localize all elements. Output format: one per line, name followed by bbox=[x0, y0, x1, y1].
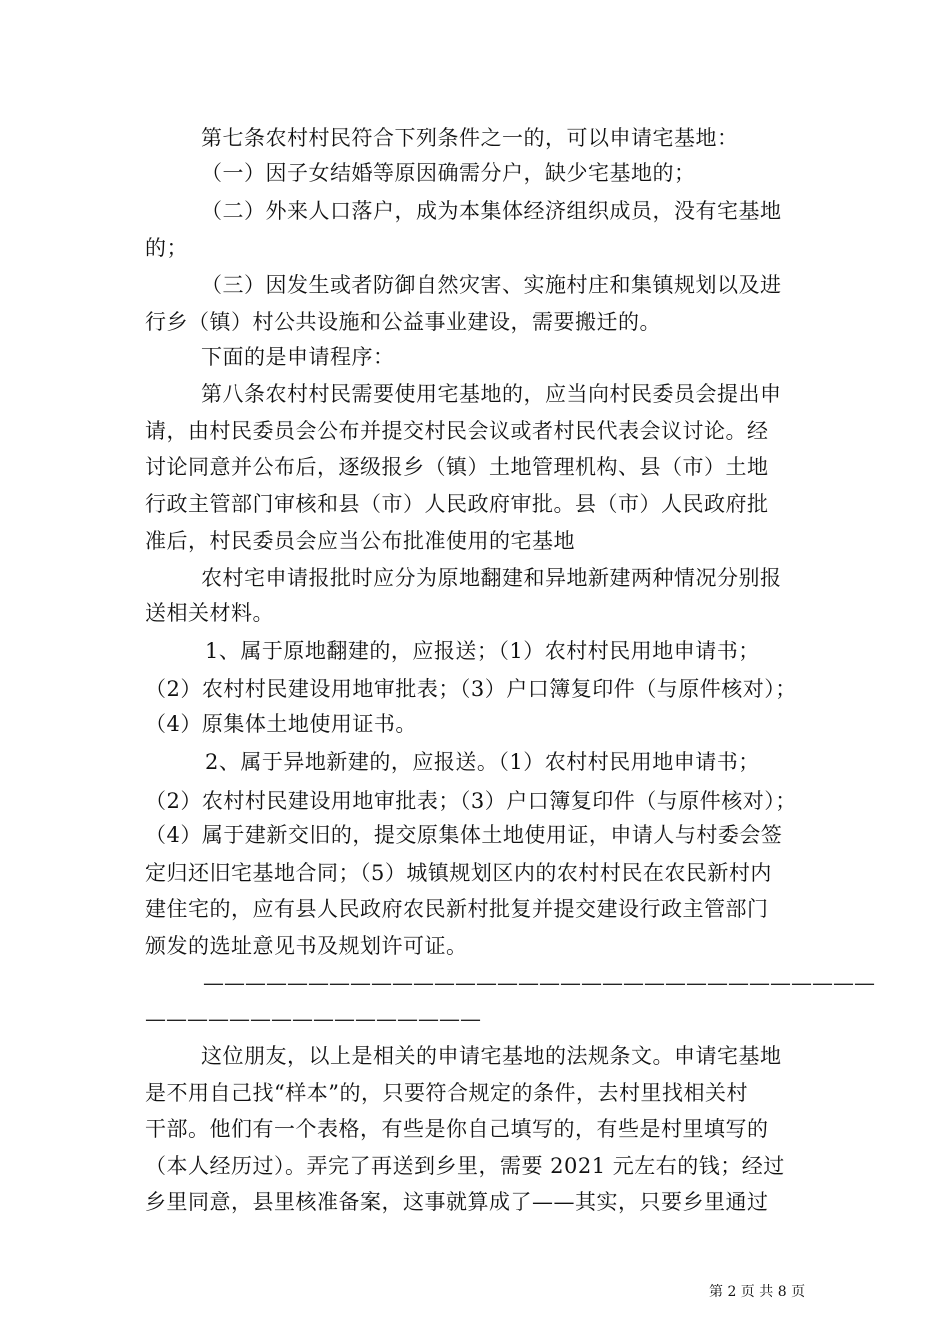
text-line: （4）属于建新交旧的，提交原集体土地使用证，申请人与村委会签 bbox=[145, 823, 783, 847]
text-line: （二）外来人口落户，成为本集体经济组织成员，没有宅基地 bbox=[201, 199, 782, 223]
text-line: 2、属于异地新建的，应报送。（1）农村村民用地申请书； bbox=[205, 750, 760, 774]
text-line: 是不用自己找“样本”的，只要符合规定的条件，去村里找相关村 bbox=[145, 1081, 748, 1105]
text-line: 第七条农村村民符合下列条件之一的，可以申请宅基地： bbox=[201, 126, 739, 150]
separator-line: ———————————————————————————————— bbox=[203, 971, 875, 995]
text-line: 颁发的选址意见书及规划许可证。 bbox=[145, 934, 468, 958]
page-number: 第 2 页 共 8 页 bbox=[709, 1284, 806, 1300]
text-line: 讨论同意并公布后，逐级报乡（镇）土地管理机构、县（市）土地 bbox=[145, 455, 769, 479]
text-line: 建住宅的，应有县人民政府农民新村批复并提交建设行政主管部门 bbox=[145, 897, 769, 921]
text-line: 乡里同意，县里核准备案，这事就算成了——其实，只要乡里通过 bbox=[145, 1190, 769, 1214]
text-line: 1、属于原地翻建的，应报送；（1）农村村民用地申请书； bbox=[205, 639, 760, 663]
text-line: （2）农村村民建设用地审批表；（3）户口簿复印件（与原件核对）； bbox=[145, 789, 797, 813]
text-line: 这位朋友，以上是相关的申请宅基地的法规条文。申请宅基地 bbox=[201, 1044, 782, 1068]
text-line: （一）因子女结婚等原因确需分户，缺少宅基地的； bbox=[201, 161, 696, 185]
text-line: 农村宅申请报批时应分为原地翻建和异地新建两种情况分别报 bbox=[201, 566, 782, 590]
text-line: （2）农村村民建设用地审批表；（3）户口簿复印件（与原件核对）； bbox=[145, 677, 797, 701]
text-line: 请，由村民委员会公布并提交村民会议或者村民代表会议讨论。经 bbox=[145, 419, 769, 443]
text-line: 第八条农村村民需要使用宅基地的，应当向村民委员会提出申 bbox=[201, 382, 782, 406]
text-line: 下面的是申请程序： bbox=[201, 345, 395, 369]
text-line: 送相关材料。 bbox=[145, 601, 274, 625]
text-line: 行乡（镇）村公共设施和公益事业建设，需要搬迁的。 bbox=[145, 310, 661, 334]
text-line: 的； bbox=[145, 236, 188, 260]
separator-line: ———————————————— bbox=[145, 1007, 481, 1031]
text-line: （本人经历过）。弄完了再送到乡里，需要 2021 元左右的钱；经过 bbox=[145, 1154, 785, 1178]
text-line: 定归还旧宅基地合同；（5）城镇规划区内的农村村民在农民新村内 bbox=[145, 861, 772, 885]
text-line: 行政主管部门审核和县（市）人民政府审批。县（市）人民政府批 bbox=[145, 492, 769, 516]
text-line: 干部。他们有一个表格，有些是你自己填写的，有些是村里填写的 bbox=[145, 1117, 769, 1141]
text-line: （三）因发生或者防御自然灾害、实施村庄和集镇规划以及进 bbox=[201, 273, 782, 297]
text-line: （4）原集体土地使用证书。 bbox=[145, 712, 417, 736]
text-line: 准后，村民委员会应当公布批准使用的宅基地 bbox=[145, 529, 575, 553]
